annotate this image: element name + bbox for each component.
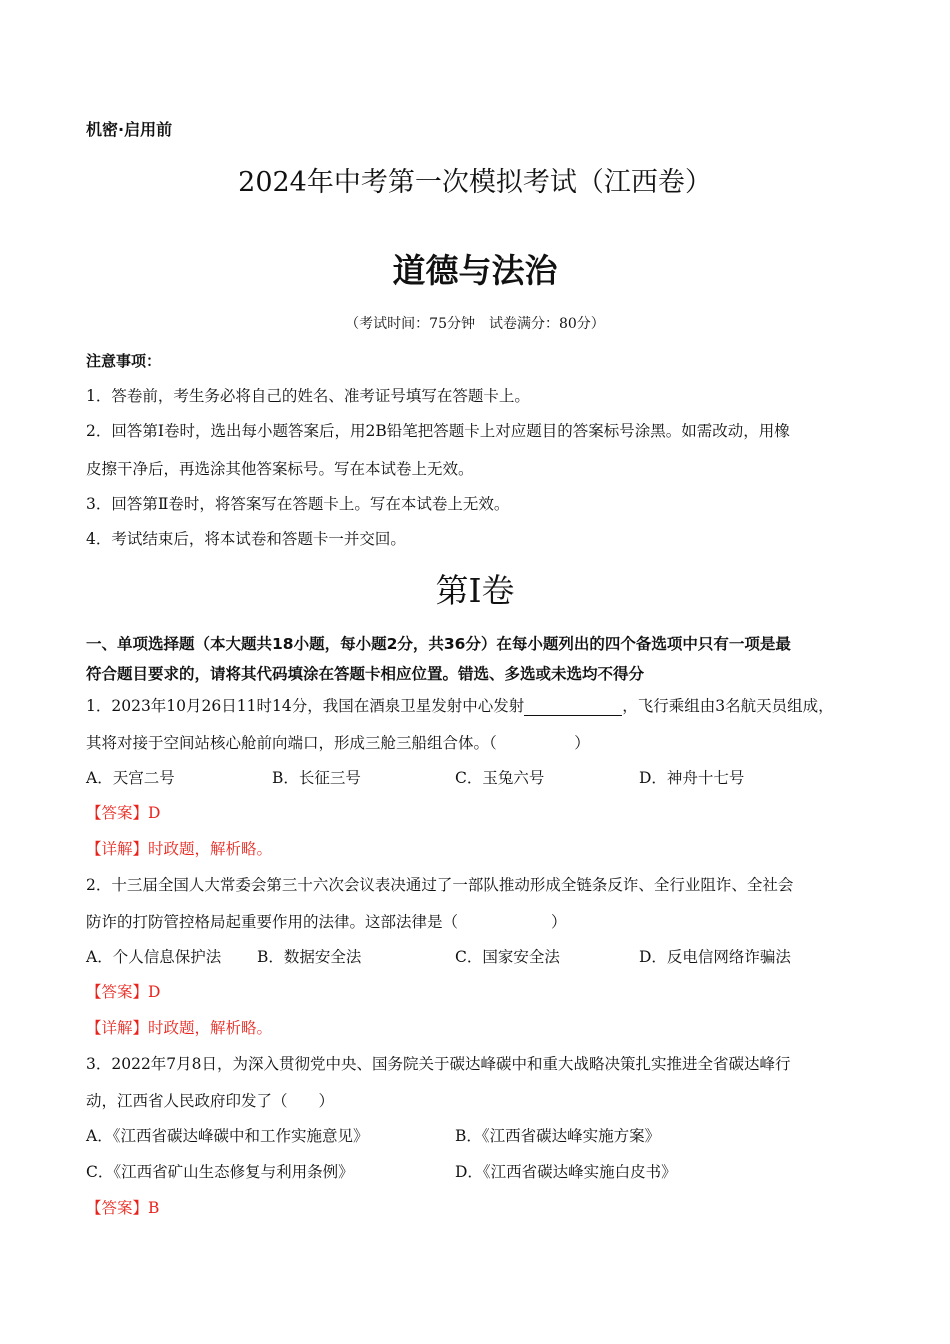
- confidential-label: 机密·启用前: [86, 120, 173, 139]
- notice-item: 3．回答第Ⅱ卷时，将答案写在答题卡上。写在本试卷上无效。: [86, 495, 510, 513]
- option-b: B．数据安全法: [257, 948, 362, 966]
- option-b: B．《江西省碳达峰实施方案》: [455, 1127, 661, 1145]
- option-a: A．天宫二号: [86, 769, 175, 787]
- answer-label: 【答案】D: [86, 983, 161, 1001]
- answer-label: 【答案】D: [86, 804, 161, 822]
- question-stem: 3．2022年7月8日，为深入贯彻党中央、国务院关于碳达峰碳中和重大战略决策扎实推进全省碳达峰行: [86, 1055, 791, 1073]
- option-d: D．《江西省碳达峰实施白皮书》: [455, 1163, 677, 1181]
- question-stem: 2．十三届全国人大常委会第三十六次会议表决通过了一部队推动形成全链条反诈、全行业阻诈、全社会: [86, 876, 794, 894]
- question-stem: 动，江西省人民政府印发了（ ）: [86, 1092, 335, 1110]
- volume-title: 第Ⅰ卷: [435, 571, 515, 610]
- exam-title: 2024年中考第一次模拟考试（江西卷）: [238, 167, 712, 198]
- answer-label: 【答案】B: [86, 1199, 160, 1217]
- notice-title: 注意事项：: [86, 352, 162, 370]
- notice-item: 2．回答第Ⅰ卷时，选出每小题答案后，用2B铅笔把答题卡上对应题目的答案标号涂黑。如需改动，用橡: [86, 422, 790, 440]
- option-d: D．反电信网络诈骗法: [639, 948, 791, 966]
- answer-blank: [524, 698, 622, 716]
- option-d: D．神舟十七号: [639, 769, 745, 787]
- notice-item: 皮擦干净后，再选涂其他答案标号。写在本试卷上无效。: [86, 460, 474, 478]
- notice-item: 1．答卷前，考生务必将自己的姓名、准考证号填写在答题卡上。: [86, 387, 530, 405]
- section-instruction: 一、单项选择题（本大题共18小题，每小题2分，共36分）在每小题列出的四个备选项中只有一项是最: [86, 635, 791, 653]
- detail-label: 【详解】时政题，解析略。: [86, 1019, 273, 1037]
- question-stem: 防诈的打防管控格局起重要作用的法律。这部法律是（ ）: [86, 913, 567, 931]
- option-c: C．《江西省矿山生态修复与利用条例》: [86, 1163, 354, 1181]
- notice-item: 4．考试结束后，将本试卷和答题卡一并交回。: [86, 530, 406, 548]
- option-c: C．玉兔六号: [455, 769, 545, 787]
- option-c: C．国家安全法: [455, 948, 560, 966]
- subject-title: 道德与法治: [392, 251, 558, 290]
- section-instruction: 符合题目要求的，请将其代码填涂在答题卡相应位置。错选、多选或未选均不得分: [86, 665, 645, 683]
- question-stem: 其将对接于空间站核心舱前向端口，形成三舱三船组合体。（ ）: [86, 734, 590, 752]
- detail-label: 【详解】时政题，解析略。: [86, 840, 273, 858]
- option-a: A．个人信息保护法: [86, 948, 222, 966]
- question-stem: [86, 694, 834, 716]
- option-b: B．长征三号: [272, 769, 361, 787]
- question-stem-text: 1．2023年10月26日11时14分，我国在酒泉卫星发射中心发射: [86, 697, 525, 715]
- exam-info: （考试时间：75分钟 试卷满分：80分）: [345, 316, 605, 332]
- question-stem-text: ，飞行乘组由3名航天员组成，: [622, 697, 834, 715]
- option-a: A．《江西省碳达峰碳中和工作实施意见》: [86, 1127, 369, 1145]
